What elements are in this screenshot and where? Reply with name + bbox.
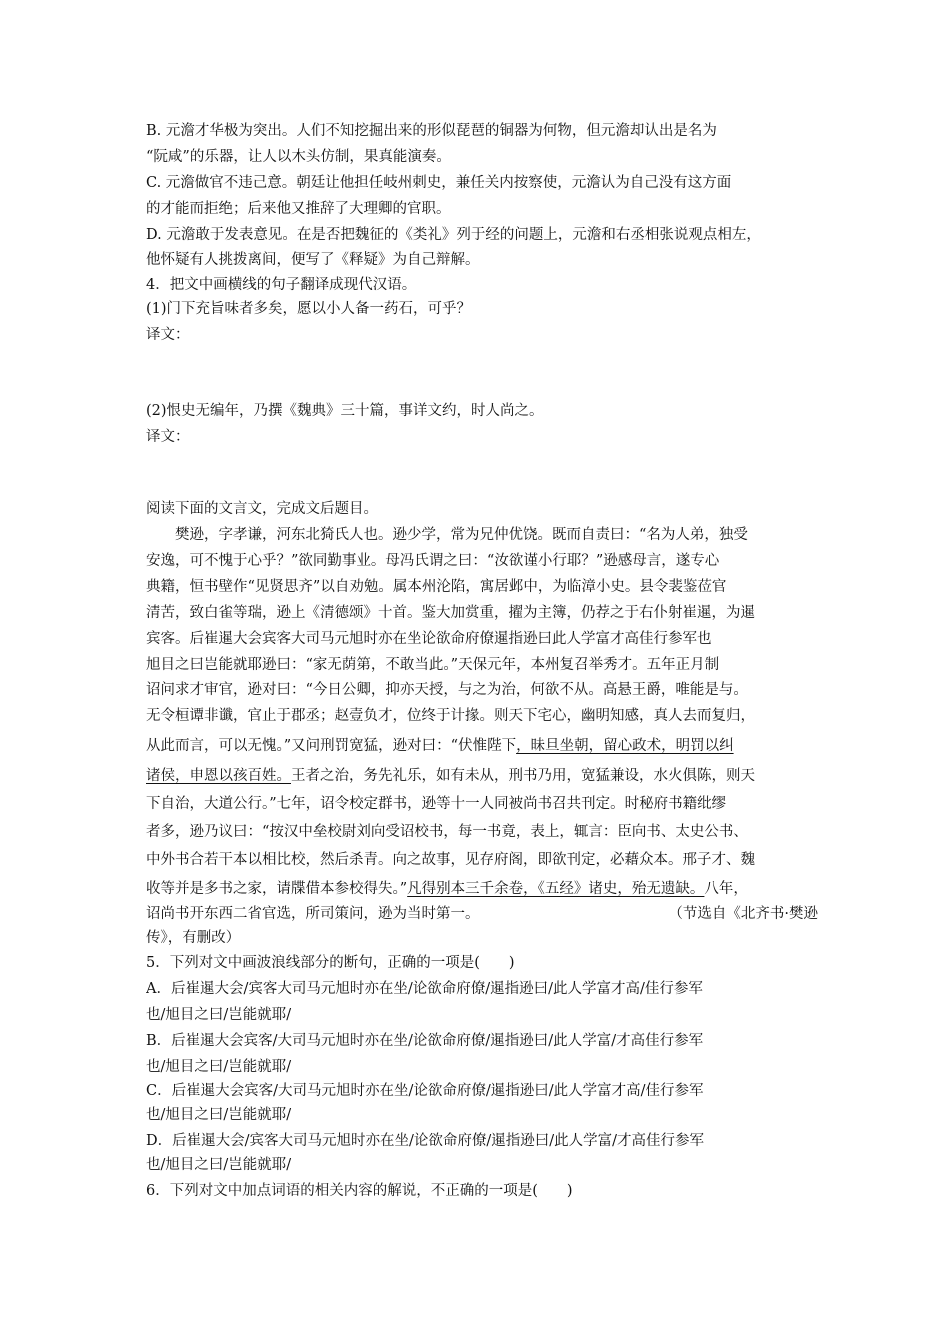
passage-line: 樊逊，字孝谦，河东北猗氏人也。逊少学，常为兄仲优饶。既而自责曰：“名为人弟，独受 (175, 527, 748, 543)
q6-prompt: 6．下列对文中加点词语的相关内容的解说，不正确的一项是( ) (146, 1183, 573, 1199)
q4-prompt: 4．把文中画横线的句子翻译成现代汉语。 (146, 277, 417, 293)
q5-option-b-cont: 也/旭目之曰/岂能就耶/ (146, 1059, 292, 1075)
q5-option-a-cont: 也/旭目之曰/岂能就耶/ (146, 1007, 292, 1023)
passage-text: 王者之治，务先礼乐，如有未从，刑书乃用，宽猛兼设，水火俱陈，则天 (291, 768, 755, 784)
q5-option-c-cont: 也/旭目之曰/岂能就耶/ (146, 1107, 292, 1123)
source-note-cont: 传》，有删改） (146, 930, 241, 946)
underlined-sentence: 诸侯，申恩以孩百姓。 (146, 768, 291, 784)
passage-line (146, 905, 818, 923)
passage-line: 安逸，可不愧于心乎？”欲同勤事业。母冯氏谓之曰：“汝欲谨小行耶？”逊感母言，遂专心 (146, 553, 720, 569)
q3-option-d-line1: D. 元澹敢于发表意见。在是否把魏征的《类礼》列于经的问题上，元澹和右丞相张说观点相左， (146, 227, 761, 243)
q4-translation-label-2: 译文： (146, 429, 190, 445)
q3-option-c-line2: 的才能而拒绝；后来他又推辞了大理卿的官职。 (146, 201, 451, 217)
passage-text: 收等并是多书之家，请牒借本参校得失。” (146, 881, 408, 897)
q4-item2: (2)恨史无编年，乃撰《魏典》三十篇，事详文约，时人尚之。 (146, 403, 544, 419)
q4-translation-label-1: 译文： (146, 327, 190, 343)
passage-line (146, 880, 818, 898)
passage-line (146, 737, 818, 755)
q5-option-d: D．后崔暹大会/宾客大司马元旭时亦在坐/论欲命府僚/暹指逊曰/此人学富/才高佳行参军 (146, 1133, 705, 1149)
q5-prompt: 5．下列对文中画波浪线部分的断句，正确的一项是( ) (146, 955, 515, 971)
passage-line: 中外书合若干本以相比校，然后杀青。向之故事，见存府阁，即欲刊定，必藉众本。邢子才、魏 (146, 852, 755, 868)
underlined-sentence: ，昧旦坐朝，留心政术，明罚以纠 (516, 738, 734, 754)
q5-option-d-cont: 也/旭目之曰/岂能就耶/ (146, 1157, 292, 1173)
passage-text: 八年， (704, 881, 748, 897)
passage-line (146, 707, 818, 725)
passage-intro: 阅读下面的文言文，完成文后题目。 (146, 501, 378, 517)
passage-line: 诏问求才审官，逊对曰：“今日公卿，抑亦天授，与之为治，何欲不从。高悬王爵，唯能是与。 (146, 682, 748, 698)
q3-option-b-line2: “阮咸”的乐器，让人以木头仿制，果真能演奏。 (146, 149, 451, 165)
q3-option-b-line1: B. 元澹才华极为突出。人们不知挖掘出来的形似琵琶的铜器为何物，但元澹却认出是名为 (146, 123, 717, 139)
passage-line: 下自治，大道公行。”七年，诏令校定群书，逊等十一人同被尚书召共刊定。时秘府书籍纰缪 (146, 796, 727, 812)
passage-line: 宾客。后崔暹大会宾客大司马元旭时亦在坐论欲命府僚暹指逊曰此人学富才高佳行参军也 (146, 631, 712, 647)
passage-text: 诏尚书开东西二省官选，所司策问，逊为当时第一。 (146, 906, 480, 922)
q3-option-c-line1: C. 元澹做官不违己意。朝廷让他担任岐州刺史，兼任关内按察使，元澹认为自己没有这方面 (146, 175, 732, 191)
underlined-sentence: 凡得别本三千余卷，《五经》诸史，殆无遗缺。 (407, 881, 705, 897)
q5-option-b: B．后崔暹大会宾客/大司马元旭时亦在坐/论欲命府僚/暹指逊曰/此人学富/才高佳行参军 (146, 1033, 704, 1049)
passage-line: 旭目之曰岂能就耶逊曰：“家无荫第，不敢当此。”天保元年，本州复召举秀才。五年正月制 (146, 657, 720, 673)
passage-text: 从此而言，可以无愧。”又问刑罚宽猛，逊对曰：“伏惟陛下 (146, 738, 517, 754)
passage-text: 无令桓谭非谶，官止于郡丞；赵壹负才，位终于计 (146, 708, 465, 724)
passage-line: 清苦，致白雀等瑞，逊上《清德颂》十首。鉴大加赏重，擢为主簿，仍荐之于右仆射崔暹，为暹 (146, 605, 755, 621)
passage-text: 。则天下宅心，幽明知感，真人去而复归， (479, 708, 755, 724)
q5-option-c: C．后崔暹大会宾客/大司马元旭时亦在坐/论欲命府僚/暹指逊曰/此人学富才高/佳行参军 (146, 1083, 704, 1099)
passage-line (146, 767, 818, 785)
passage-line: 典籍，恒书壁作“见贤思齐”以自劝勉。属本州沦陷，寓居邺中，为临漳小史。县令裴鉴莅官 (146, 579, 727, 595)
q4-item1: (1)门下充旨味者多矣，愿以小人备一药石，可乎？ (146, 301, 472, 317)
source-note: （节选自《北齐书·樊逊 (668, 906, 818, 922)
dotted-word: 掾 (465, 708, 480, 724)
q3-option-d-line2: 他怀疑有人挑拨离间，便写了《释疑》为自己辩解。 (146, 252, 480, 268)
q5-option-a: A．后崔暹大会/宾客大司马元旭时亦在坐/论欲命府僚/暹指逊曰/此人学富才高/佳行参军 (146, 981, 703, 997)
passage-line: 者多，逊乃议曰：“按汉中垒校尉刘向受诏校书，每一书竟，表上，辄言：臣向书、太史公书、 (146, 824, 748, 840)
